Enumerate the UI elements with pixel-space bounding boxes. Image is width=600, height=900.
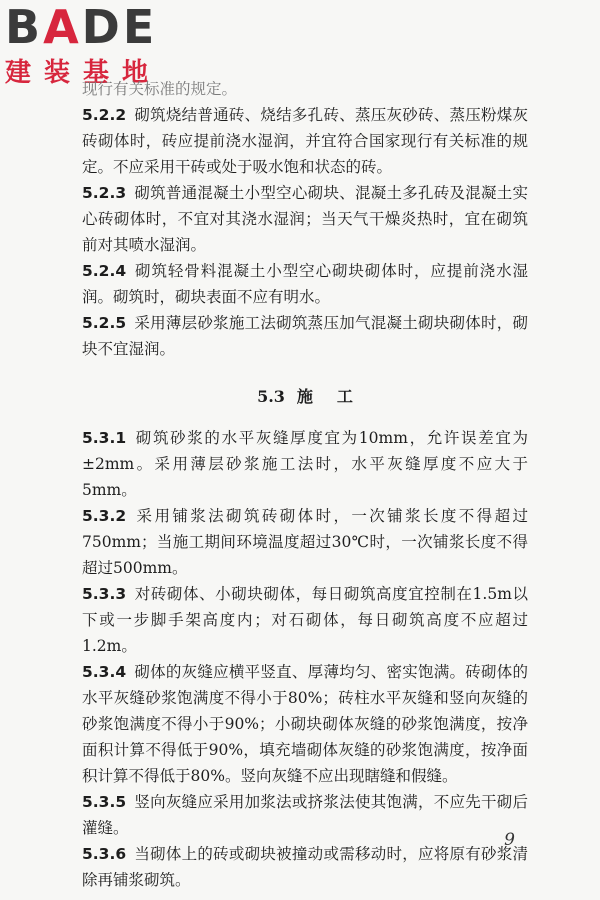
logo-subtitle: 建装基地 [5,58,162,88]
section-number: 5.3 [257,387,285,406]
clause [82,841,528,893]
clause-number: 5.2.4 [82,262,127,280]
clause-text: 砌体的灰缝应横平竖直、厚薄均匀、密实饱满。砖砌体的水平灰缝砂浆饱满度不得小于80%；砖柱水平灰缝和竖向灰缝的砂浆饱满度不得小于90%；小砌块砌体灰缝的砂浆饱满度，按净面积计算不得低于90%，填充墙砌体灰缝的砂浆饱满度，按净面积计算不得低于80%。竖向灰缝不应出现瞎缝和假缝。 [82,663,529,785]
page-body [82,76,528,893]
page-number: 9 [504,830,515,850]
clause [82,180,528,258]
clause [82,310,528,362]
section-title-part-1: 施 [296,387,313,406]
clause-number: 5.3.3 [82,585,127,603]
clause-number: 5.3.6 [82,845,127,863]
clause-number: 5.2.2 [82,106,127,124]
clause-text: 砌筑普通混凝土小型空心砌块、混凝土多孔砖及混凝土实心砖砌体时，不宜对其浇水湿润；当天气干燥炎热时，宜在砌筑前对其喷水湿润。 [82,184,528,254]
clause-text: 当砌体上的砖或砌块被撞动或需移动时，应将原有砂浆清除再铺浆砌筑。 [82,845,528,889]
clause [82,789,528,841]
clause [82,425,528,503]
logo-wordmark: BADE [5,0,158,54]
clause-number: 5.3.1 [82,429,127,447]
section-title-part-2: 工 [336,387,353,406]
clause-number: 5.3.4 [82,663,127,681]
clause [82,258,528,310]
clause-list-5-3 [82,425,528,893]
section-heading [82,384,528,407]
clause [82,503,528,581]
clause-number: 5.3.2 [82,507,127,525]
clause [82,581,528,659]
clause-number: 5.2.3 [82,184,127,202]
clause-text: 采用铺浆法砌筑砖砌体时，一次铺浆长度不得超过750mm；当施工期间环境温度超过30℃时，一次铺浆长度不得超过500mm。 [82,507,528,577]
continued-text: 现行有关标准的规定。 [82,80,238,98]
clause-text: 砌筑砂浆的水平灰缝厚度宜为10mm，允许误差宜为±2mm。采用薄层砂浆施工法时，水平灰缝厚度不应大于5mm。 [82,429,528,499]
clause-text: 对砖砌体、小砌块砌体，每日砌筑高度宜控制在1.5m以下或一步脚手架高度内；对石砌体，每日砌筑高度不应超过1.2m。 [82,585,528,655]
clause [82,102,528,180]
clause-text: 砌筑轻骨料混凝土小型空心砌块砌体时，应提前浇水湿润。砌筑时，砌块表面不应有明水。 [82,262,528,306]
clause-text: 采用薄层砂浆施工法砌筑蒸压加气混凝土砌块砌体时，砌块不宜湿润。 [82,314,528,358]
clause [82,659,528,789]
clause-text: 砌筑烧结普通砖、烧结多孔砖、蒸压灰砂砖、蒸压粉煤灰砖砌体时，砖应提前浇水湿润，并宜符合国家现行有关标准的规定。不应采用干砖或处于吸水饱和状态的砖。 [82,106,528,176]
clause-number: 5.2.5 [82,314,127,332]
clause-text: 竖向灰缝应采用加浆法或挤浆法使其饱满，不应先干砌后灌缝。 [82,793,528,837]
clause-list-5-2 [82,102,528,362]
clause-number: 5.3.5 [82,793,127,811]
